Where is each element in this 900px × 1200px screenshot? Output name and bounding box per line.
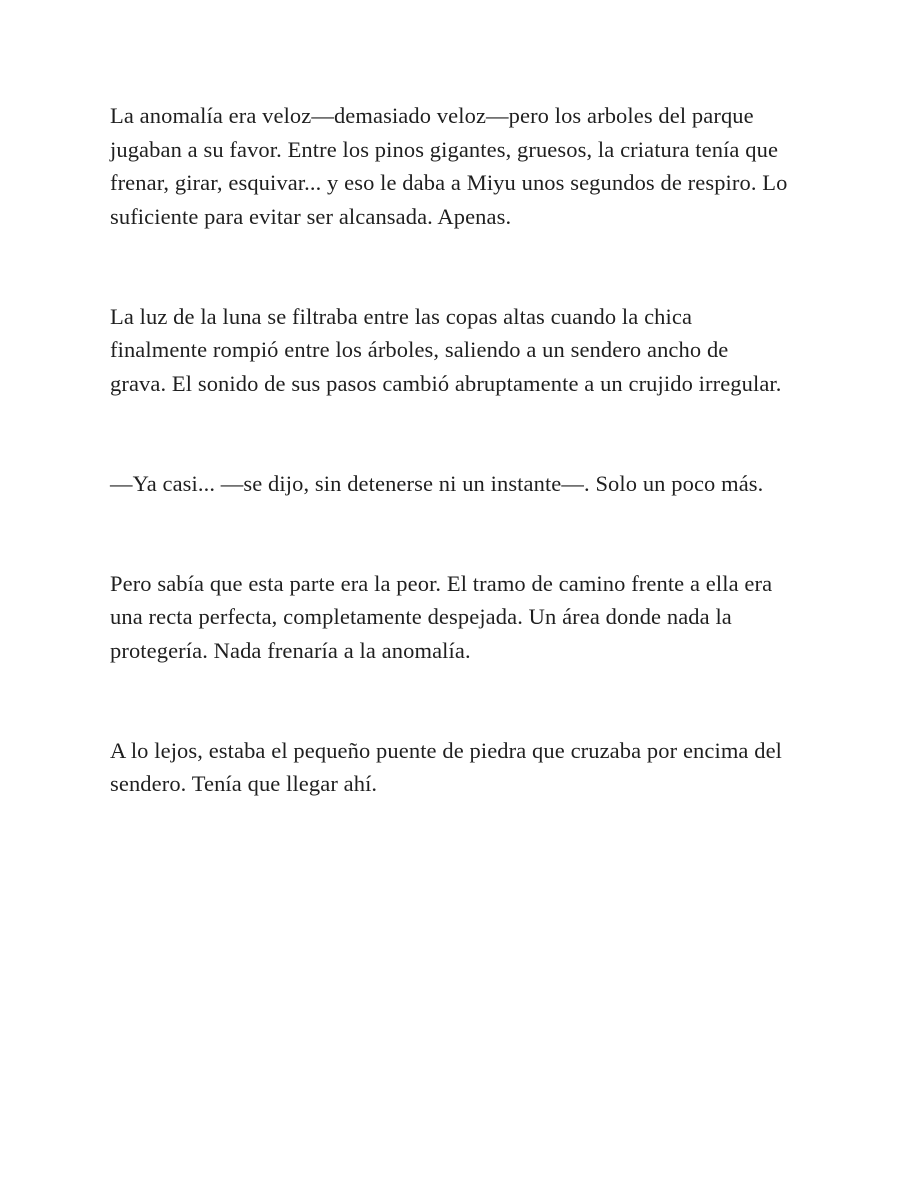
story-paragraph-dialogue: —Ya casi... —se dijo, sin detenerse ni un instante—. Solo un poco más. [110,470,764,496]
story-paragraph: A lo lejos, estaba el pequeño puente de piedra que cruzaba por encima del sendero. Tenía que llegar ahí. [110,737,783,796]
story-paragraph: La anomalía era veloz—demasiado veloz—pero los arboles del parque jugaban a su favor. Entre los pinos gigantes, gruesos, la criatura tenía que frenar, girar, esquivar... y eso le daba a Miyu unos segundos de respiro. Lo suficiente para evitar ser alcansada. Apenas. [110,103,788,229]
story-paragraph: Pero sabía que esta parte era la peor. El tramo de camino frente a ella era una recta perfecta, completamente despejada. Un área donde nada la protegería. Nada frenaría a la anomalía. [110,570,773,663]
story-paragraph: La luz de la luna se filtraba entre las copas altas cuando la chica finalmente rompió entre los árboles, saliendo a un sendero ancho de grava. El sonido de sus pasos cambió abruptamente a un crujido irregular. [110,303,782,396]
